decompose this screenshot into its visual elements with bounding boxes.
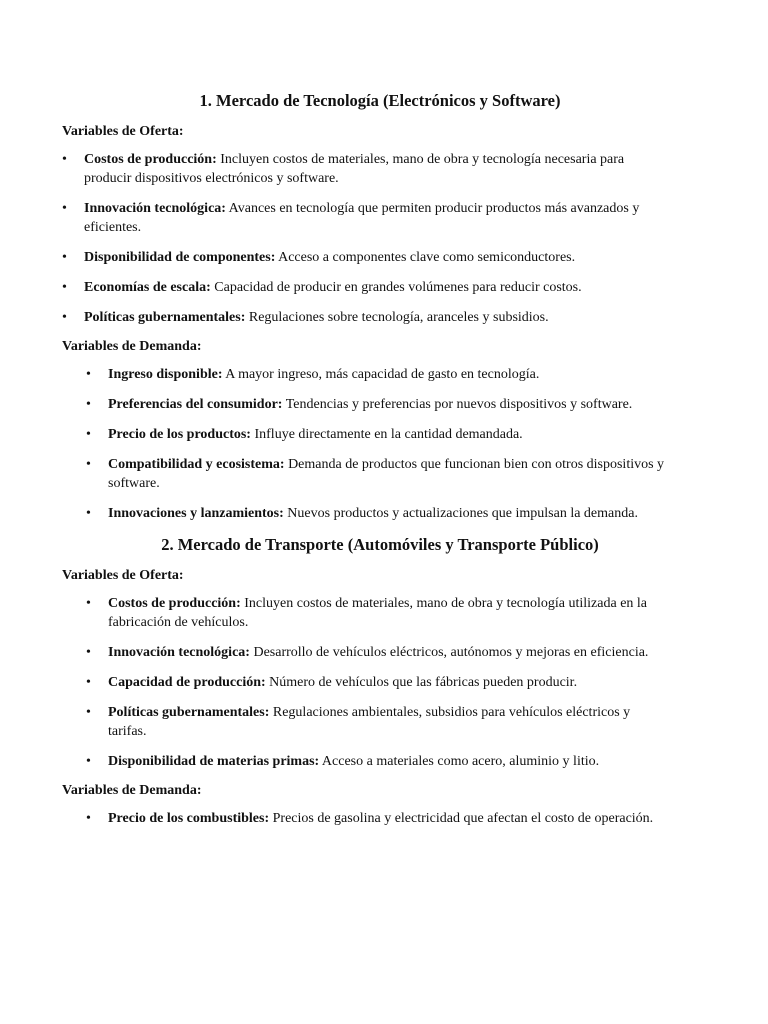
list-item — [62, 752, 668, 771]
list-item — [62, 703, 668, 741]
item-text: Nuevos productos y actualizaciones que impulsan la demanda. — [283, 506, 638, 521]
list-item — [62, 395, 668, 414]
item-term: Precio de los productos: — [108, 427, 251, 442]
item-term: Preferencias del consumidor: — [108, 397, 283, 412]
bullet-icon: • — [62, 152, 67, 167]
item-term: Costos de producción: — [84, 152, 217, 167]
item-text: Demanda de productos que funcionan bien con otros dispositivos y software. — [108, 457, 665, 491]
list-item — [62, 199, 668, 237]
item-text: Acceso a materiales como acero, aluminio y litio. — [319, 754, 600, 769]
item-term: Políticas gubernamentales: — [108, 705, 270, 720]
list-item — [62, 809, 668, 828]
item-text: Regulaciones sobre tecnología, aranceles y subsidios. — [245, 310, 549, 325]
demand-heading-technology: Variables de Demanda: — [62, 339, 202, 354]
list-item — [62, 455, 668, 493]
bullet-icon: • — [62, 201, 67, 216]
list-item — [62, 248, 668, 267]
demand-heading-transport: Variables de Demanda: — [62, 783, 202, 798]
supply-heading-technology: Variables de Oferta: — [62, 124, 184, 139]
list-item — [62, 594, 668, 632]
item-term: Capacidad de producción: — [108, 675, 266, 690]
bullet-icon: • — [86, 506, 91, 521]
item-term: Disponibilidad de materias primas: — [108, 754, 320, 769]
bullet-icon: • — [86, 596, 91, 611]
list-item — [62, 643, 668, 662]
item-term: Políticas gubernamentales: — [84, 310, 246, 325]
item-term: Economías de escala: — [84, 280, 211, 295]
item-term: Innovación tecnológica: — [108, 645, 250, 660]
list-item — [62, 504, 668, 523]
item-term: Precio de los combustibles: — [108, 811, 270, 826]
bullet-icon: • — [62, 310, 67, 325]
list-item — [62, 365, 668, 384]
bullet-icon: • — [86, 397, 91, 412]
item-text: Precios de gasolina y electricidad que afectan el costo de operación. — [269, 811, 654, 826]
bullet-icon: • — [86, 457, 91, 472]
bullet-icon: • — [62, 250, 67, 265]
bullet-icon: • — [86, 705, 91, 720]
demand-list-transport — [62, 809, 668, 828]
item-term: Compatibilidad y ecosistema: — [108, 457, 285, 472]
demand-list-technology — [62, 365, 668, 523]
item-text: Influye directamente en la cantidad demandada. — [250, 427, 523, 442]
supply-list-technology — [62, 150, 668, 327]
item-term: Ingreso disponible: — [108, 367, 223, 382]
bullet-icon: • — [86, 427, 91, 442]
item-text: A mayor ingreso, más capacidad de gasto en tecnología. — [222, 367, 540, 382]
item-text: Número de vehículos que las fábricas pueden producir. — [265, 675, 578, 690]
item-text: Tendencias y preferencias por nuevos dispositivos y software. — [282, 397, 633, 412]
item-text: Desarrollo de vehículos eléctricos, autónomos y mejoras en eficiencia. — [249, 645, 649, 660]
supply-list-transport — [62, 594, 668, 771]
list-item — [62, 308, 668, 327]
supply-heading-transport: Variables de Oferta: — [62, 568, 184, 583]
list-item — [62, 425, 668, 444]
bullet-icon: • — [86, 645, 91, 660]
list-item — [62, 673, 668, 692]
bullet-icon: • — [86, 811, 91, 826]
list-item — [62, 150, 668, 188]
bullet-icon: • — [62, 280, 67, 295]
item-term: Innovación tecnológica: — [84, 201, 226, 216]
item-term: Costos de producción: — [108, 596, 241, 611]
bullet-icon: • — [86, 367, 91, 382]
item-term: Disponibilidad de componentes: — [84, 250, 276, 265]
bullet-icon: • — [86, 754, 91, 769]
item-text: Incluyen costos de materiales, mano de obra y tecnología utilizada en la fabricación de vehículos. — [108, 596, 648, 630]
list-item — [62, 278, 668, 297]
item-term: Innovaciones y lanzamientos: — [108, 506, 284, 521]
item-text: Acceso a componentes clave como semiconductores. — [275, 250, 576, 265]
bullet-icon: • — [86, 675, 91, 690]
item-text: Capacidad de producir en grandes volúmenes para reducir costos. — [210, 280, 582, 295]
item-text: Incluyen costos de materiales, mano de obra y tecnología necesaria para producir dispositivos electrónicos y software. — [84, 152, 625, 186]
item-text: Avances en tecnología que permiten producir productos más avanzados y eficientes. — [84, 201, 640, 235]
item-text: Regulaciones ambientales, subsidios para vehículos eléctricos y tarifas. — [108, 705, 631, 739]
section-title-technology: 1. Mercado de Tecnología (Electrónicos y Software) — [199, 91, 561, 110]
section-title-transport: 2. Mercado de Transporte (Automóviles y Transporte Público) — [161, 535, 599, 554]
